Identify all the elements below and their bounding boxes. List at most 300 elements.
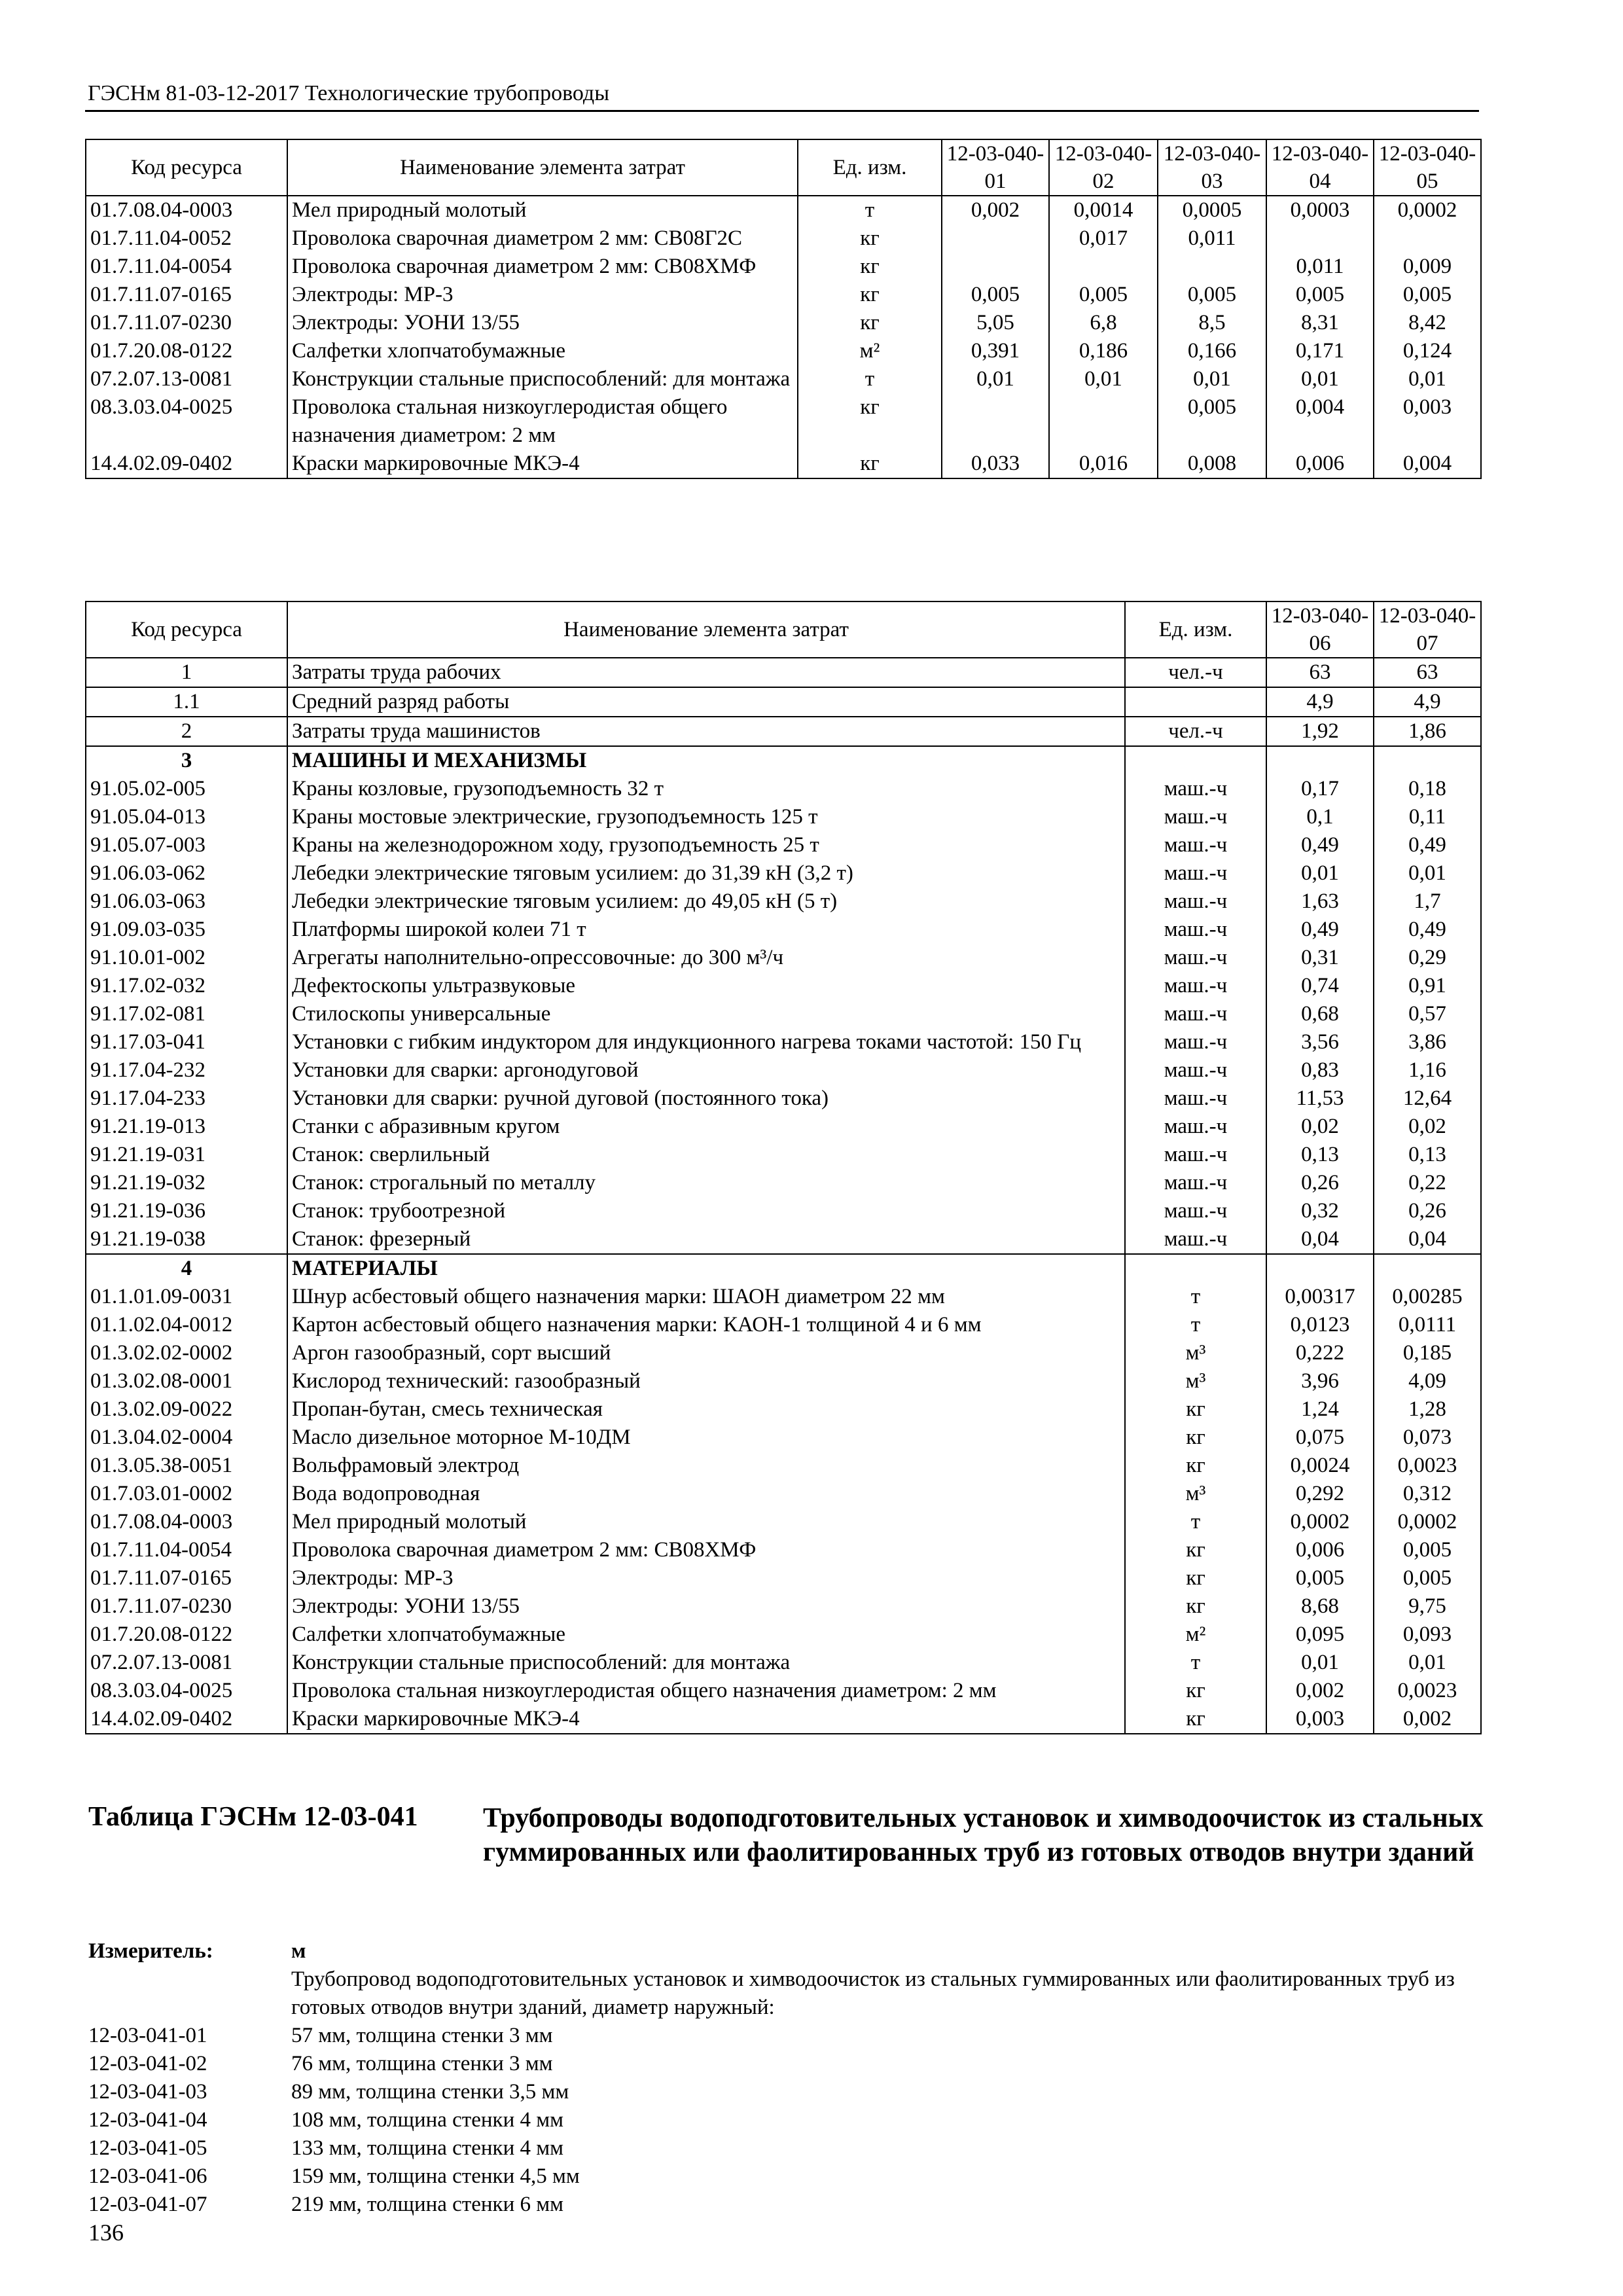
table-row: [86, 1536, 1481, 1564]
resource-unit: маш.-ч: [1125, 944, 1266, 972]
resource-table-040-06-07: [85, 601, 1482, 1734]
table-row: [86, 944, 1481, 972]
resource-unit: т: [798, 365, 942, 393]
resource-value: 0,003: [1374, 393, 1481, 450]
table-row: [86, 803, 1481, 831]
resource-code: 01.7.03.01-0002: [86, 1480, 287, 1508]
resource-code: 91.09.03-035: [86, 916, 287, 944]
resource-code: 91.21.19-036: [86, 1197, 287, 1225]
resource-code: 91.21.19-031: [86, 1141, 287, 1169]
table-row: [86, 1141, 1481, 1169]
resource-unit: т: [1125, 1311, 1266, 1339]
resource-value: 0,0111: [1374, 1311, 1481, 1339]
table-row: [86, 1564, 1481, 1592]
measure-unit: м: [291, 1939, 306, 1963]
resource-value: 0,005: [1158, 393, 1266, 450]
section-title: Трубопроводы водоподготовительных установок и химводоочисток из стальных гуммированных или фаолитированных труб из готовых отводов внутри зданий: [483, 1803, 1484, 1867]
measure-item-text: 89 мм, толщина стенки 3,5 мм: [291, 2080, 569, 2104]
resource-name: Лебедки электрические тяговым усилием: до 31,39 кН (3,2 т): [287, 859, 1125, 888]
resource-value: 0,91: [1374, 972, 1481, 1000]
resource-value: 0,011: [1158, 224, 1266, 253]
resource-code: 01.7.11.04-0052: [86, 224, 287, 253]
resource-value: 0,0023: [1374, 1677, 1481, 1705]
measure-item-text: 219 мм, толщина стенки 6 мм: [291, 2193, 563, 2216]
resource-value: 0,49: [1266, 916, 1374, 944]
resource-name: Средний разряд работы: [287, 687, 1125, 717]
resource-value: 0,0023: [1374, 1452, 1481, 1480]
resource-unit: маш.-ч: [1125, 1169, 1266, 1197]
resource-code: 01.3.02.09-0022: [86, 1395, 287, 1424]
resource-value: 0,166: [1158, 337, 1266, 365]
resource-value: 11,53: [1266, 1085, 1374, 1113]
resource-value: 0,49: [1374, 916, 1481, 944]
resource-code: 01.7.11.07-0230: [86, 1592, 287, 1621]
resource-value: 0,005: [1374, 1564, 1481, 1592]
resource-unit: [1125, 687, 1266, 717]
resource-unit: маш.-ч: [1125, 1197, 1266, 1225]
resource-value: 0,0002: [1374, 196, 1481, 224]
resource-value: [1374, 1254, 1481, 1283]
col-header-norm: 12-03-040-07: [1374, 601, 1481, 658]
resource-code: 91.05.02-005: [86, 775, 287, 803]
table-row: [86, 1424, 1481, 1452]
resource-name: Краски маркировочные МКЭ-4: [287, 450, 798, 478]
resource-value: 4,9: [1266, 687, 1374, 717]
resource-unit: т: [1125, 1649, 1266, 1677]
resource-value: 0,68: [1266, 1000, 1374, 1028]
col-header-norm: 12-03-040-03: [1158, 139, 1266, 196]
resource-unit: кг: [1125, 1452, 1266, 1480]
measure-item-code: 12-03-041-02: [88, 2052, 207, 2075]
resource-code: 01.7.11.04-0054: [86, 1536, 287, 1564]
resource-value: 0,04: [1374, 1225, 1481, 1254]
resource-value: 0,01: [1049, 365, 1158, 393]
table-row: [86, 1113, 1481, 1141]
table-row: [86, 1197, 1481, 1225]
resource-value: 0,016: [1049, 450, 1158, 478]
resource-code: 01.7.20.08-0122: [86, 1621, 287, 1649]
resource-value: [942, 393, 1049, 450]
resource-unit: кг: [1125, 1424, 1266, 1452]
resource-code: 01.1.02.04-0012: [86, 1311, 287, 1339]
resource-name: Платформы широкой колеи 71 т: [287, 916, 1125, 944]
resource-unit: маш.-ч: [1125, 1113, 1266, 1141]
resource-code: 01.7.11.04-0054: [86, 253, 287, 281]
table-row: [86, 1592, 1481, 1621]
resource-name: Электроды: МР-3: [287, 1564, 1125, 1592]
resource-name: Масло дизельное моторное М-10ДМ: [287, 1424, 1125, 1452]
resource-unit: маш.-ч: [1125, 1225, 1266, 1254]
col-header-norm: 12-03-040-04: [1266, 139, 1374, 196]
resource-value: 0,13: [1374, 1141, 1481, 1169]
page-number: 136: [88, 2219, 124, 2246]
resource-value: 0,49: [1266, 831, 1374, 859]
resource-unit: чел.-ч: [1125, 658, 1266, 687]
resource-code: 91.05.07-003: [86, 831, 287, 859]
resource-name: Салфетки хлопчатобумажные: [287, 1621, 1125, 1649]
resource-value: 8,42: [1374, 309, 1481, 337]
resource-value: 0,003: [1266, 1705, 1374, 1734]
resource-name: Станок: фрезерный: [287, 1225, 1125, 1254]
resource-name: Станок: сверлильный: [287, 1141, 1125, 1169]
resource-name: Салфетки хлопчатобумажные: [287, 337, 798, 365]
resource-value: [1374, 224, 1481, 253]
resource-value: 4,9: [1374, 687, 1481, 717]
resource-value: 0,31: [1266, 944, 1374, 972]
resource-code: 01.3.05.38-0051: [86, 1452, 287, 1480]
resource-code: 91.17.02-081: [86, 1000, 287, 1028]
resource-unit: маш.-ч: [1125, 831, 1266, 859]
resource-value: 8,31: [1266, 309, 1374, 337]
table-row: [86, 1508, 1481, 1536]
resource-value: 8,5: [1158, 309, 1266, 337]
resource-unit: маш.-ч: [1125, 1000, 1266, 1028]
resource-code: 01.7.11.07-0230: [86, 309, 287, 337]
resource-name: Стилоскопы универсальные: [287, 1000, 1125, 1028]
table-row: [86, 746, 1481, 775]
resource-value: 0,292: [1266, 1480, 1374, 1508]
resource-name: Станки с абразивным кругом: [287, 1113, 1125, 1141]
measure-item-text: 57 мм, толщина стенки 3 мм: [291, 2024, 553, 2047]
resource-value: 0,004: [1374, 450, 1481, 478]
resource-unit: кг: [798, 393, 942, 450]
resource-code: 01.7.08.04-0003: [86, 1508, 287, 1536]
measure-item-code: 12-03-041-06: [88, 2164, 207, 2188]
resource-value: [1049, 253, 1158, 281]
resource-value: [1158, 253, 1266, 281]
table-header-row: [86, 601, 1481, 658]
resource-value: 0,008: [1158, 450, 1266, 478]
resource-value: 0,0014: [1049, 196, 1158, 224]
resource-name: Кислород технический: газообразный: [287, 1367, 1125, 1395]
resource-unit: маш.-ч: [1125, 859, 1266, 888]
resource-value: 0,57: [1374, 1000, 1481, 1028]
resource-code: 2: [86, 717, 287, 746]
resource-code: 91.05.04-013: [86, 803, 287, 831]
resource-unit: кг: [1125, 1536, 1266, 1564]
resource-value: 0,11: [1374, 803, 1481, 831]
resource-name: Проволока сварочная диаметром 2 мм: СВ08ХМФ: [287, 1536, 1125, 1564]
resource-unit: т: [1125, 1508, 1266, 1536]
table-row: [86, 1395, 1481, 1424]
resource-value: 0,124: [1374, 337, 1481, 365]
measure-item-text: 76 мм, толщина стенки 3 мм: [291, 2052, 553, 2075]
resource-value: 63: [1374, 658, 1481, 687]
resource-code: 1.1: [86, 687, 287, 717]
resource-unit: м³: [1125, 1480, 1266, 1508]
resource-name: Затраты труда машинистов: [287, 717, 1125, 746]
col-header-norm: 12-03-040-05: [1374, 139, 1481, 196]
resource-code: 01.1.01.09-0031: [86, 1283, 287, 1311]
resource-name: МАТЕРИАЛЫ: [287, 1254, 1125, 1283]
resource-value: 6,8: [1049, 309, 1158, 337]
resource-value: 0,1: [1266, 803, 1374, 831]
resource-name: Лебедки электрические тяговым усилием: до 49,05 кН (5 т): [287, 888, 1125, 916]
resource-value: 0,171: [1266, 337, 1374, 365]
resource-unit: т: [798, 196, 942, 224]
table-row: [86, 1452, 1481, 1480]
resource-value: 0,0002: [1374, 1508, 1481, 1536]
table-row: [86, 658, 1481, 687]
table-row: [86, 1705, 1481, 1734]
resource-unit: кг: [798, 281, 942, 309]
resource-code: 01.3.04.02-0004: [86, 1424, 287, 1452]
resource-value: 0,01: [1374, 365, 1481, 393]
resource-value: 12,64: [1374, 1085, 1481, 1113]
resource-name: МАШИНЫ И МЕХАНИЗМЫ: [287, 746, 1125, 775]
col-header-code: Код ресурса: [86, 139, 287, 196]
table-row: [86, 972, 1481, 1000]
resource-code: 01.3.02.02-0002: [86, 1339, 287, 1367]
resource-code: 91.17.04-232: [86, 1056, 287, 1085]
resource-name: Дефектоскопы ультразвуковые: [287, 972, 1125, 1000]
resource-code: 91.06.03-063: [86, 888, 287, 916]
resource-unit: кг: [1125, 1564, 1266, 1592]
resource-name: Картон асбестовый общего назначения марки: КАОН-1 толщиной 4 и 6 мм: [287, 1311, 1125, 1339]
table-row: [86, 281, 1481, 309]
resource-value: 0,185: [1374, 1339, 1481, 1367]
resource-code: 01.7.08.04-0003: [86, 196, 287, 224]
resource-code: 91.21.19-013: [86, 1113, 287, 1141]
resource-value: 5,05: [942, 309, 1049, 337]
resource-code: 14.4.02.09-0402: [86, 450, 287, 478]
resource-code: 01.3.02.08-0001: [86, 1367, 287, 1395]
resource-value: 1,28: [1374, 1395, 1481, 1424]
resource-value: 0,093: [1374, 1621, 1481, 1649]
table-row: [86, 1677, 1481, 1705]
resource-code: 07.2.07.13-0081: [86, 365, 287, 393]
table-row: [86, 888, 1481, 916]
resource-value: [942, 253, 1049, 281]
resource-value: 0,005: [1266, 281, 1374, 309]
resource-value: 0,18: [1374, 775, 1481, 803]
resource-value: 0,02: [1374, 1113, 1481, 1141]
resource-unit: м³: [1125, 1367, 1266, 1395]
resource-value: 0,006: [1266, 450, 1374, 478]
measure-item-code: 12-03-041-03: [88, 2080, 207, 2104]
resource-unit: кг: [798, 253, 942, 281]
resource-name: Затраты труда рабочих: [287, 658, 1125, 687]
resource-code: 3: [86, 746, 287, 775]
resource-value: 0,49: [1374, 831, 1481, 859]
col-header-norm: 12-03-040-02: [1049, 139, 1158, 196]
resource-unit: м³: [1125, 1339, 1266, 1367]
resource-name: Краски маркировочные МКЭ-4: [287, 1705, 1125, 1734]
resource-code: 01.7.11.07-0165: [86, 1564, 287, 1592]
resource-value: 0,186: [1049, 337, 1158, 365]
resource-value: 0,22: [1374, 1169, 1481, 1197]
resource-value: [942, 224, 1049, 253]
resource-code: 91.10.01-002: [86, 944, 287, 972]
resource-name: Мел природный молотый: [287, 196, 798, 224]
resource-value: 0,005: [1049, 281, 1158, 309]
resource-value: 4,09: [1374, 1367, 1481, 1395]
resource-value: 0,02: [1266, 1113, 1374, 1141]
col-header-unit: Ед. изм.: [798, 139, 942, 196]
col-header-name: Наименование элемента затрат: [287, 601, 1125, 658]
resource-name: Электроды: УОНИ 13/55: [287, 1592, 1125, 1621]
resource-value: 0,312: [1374, 1480, 1481, 1508]
resource-code: 91.21.19-038: [86, 1225, 287, 1254]
resource-value: 0,01: [1158, 365, 1266, 393]
resource-value: 0,26: [1266, 1169, 1374, 1197]
resource-unit: маш.-ч: [1125, 888, 1266, 916]
running-header: [85, 71, 1479, 112]
table-row: [86, 309, 1481, 337]
resource-name: Краны козловые, грузоподъемность 32 т: [287, 775, 1125, 803]
resource-value: 0,017: [1049, 224, 1158, 253]
resource-value: 1,24: [1266, 1395, 1374, 1424]
resource-unit: кг: [1125, 1592, 1266, 1621]
measure-description: Трубопровод водоподготовительных установок и химводоочисток из стальных гуммированных или фаолитированных труб из готовых отводов внутри зданий, диаметр наружный:: [291, 1967, 1455, 2019]
resource-value: 0,011: [1266, 253, 1374, 281]
resource-unit: маш.-ч: [1125, 916, 1266, 944]
resource-unit: маш.-ч: [1125, 972, 1266, 1000]
resource-value: 0,29: [1374, 944, 1481, 972]
resource-unit: т: [1125, 1283, 1266, 1311]
resource-unit: маш.-ч: [1125, 803, 1266, 831]
resource-value: 0,391: [942, 337, 1049, 365]
resource-unit: кг: [1125, 1705, 1266, 1734]
resource-code: 08.3.03.04-0025: [86, 1677, 287, 1705]
resource-value: 1,63: [1266, 888, 1374, 916]
table-row: [86, 1000, 1481, 1028]
resource-code: 4: [86, 1254, 287, 1283]
resource-code: 14.4.02.09-0402: [86, 1705, 287, 1734]
col-header-name: Наименование элемента затрат: [287, 139, 798, 196]
resource-code: 91.21.19-032: [86, 1169, 287, 1197]
resource-value: 0,004: [1266, 393, 1374, 450]
resource-code: 91.06.03-062: [86, 859, 287, 888]
resource-unit: кг: [798, 224, 942, 253]
resource-value: 0,26: [1374, 1197, 1481, 1225]
resource-value: [1374, 746, 1481, 775]
table-row: [86, 1480, 1481, 1508]
resource-value: 0,01: [1266, 1649, 1374, 1677]
table-row: [86, 775, 1481, 803]
resource-name: Установки для сварки: ручной дуговой (постоянного тока): [287, 1085, 1125, 1113]
table-header-row: [86, 139, 1481, 196]
resource-value: 1,86: [1374, 717, 1481, 746]
resource-name: Станок: строгальный по металлу: [287, 1169, 1125, 1197]
resource-value: 0,0002: [1266, 1508, 1374, 1536]
resource-unit: [1125, 1254, 1266, 1283]
table-row: [86, 450, 1481, 478]
resource-unit: кг: [798, 450, 942, 478]
resource-value: 0,0024: [1266, 1452, 1374, 1480]
table-row: [86, 1028, 1481, 1056]
col-header-unit: Ед. изм.: [1125, 601, 1266, 658]
resource-name: Вода водопроводная: [287, 1480, 1125, 1508]
resource-value: 0,01: [1374, 859, 1481, 888]
resource-unit: чел.-ч: [1125, 717, 1266, 746]
col-header-norm: 12-03-040-01: [942, 139, 1049, 196]
resource-value: 0,002: [1374, 1705, 1481, 1734]
resource-value: 0,005: [942, 281, 1049, 309]
header-title: ГЭСНм 81-03-12-2017 Технологические трубопроводы: [88, 81, 610, 105]
table-row: [86, 1169, 1481, 1197]
resource-value: 8,68: [1266, 1592, 1374, 1621]
table-row: [86, 224, 1481, 253]
resource-value: 0,04: [1266, 1225, 1374, 1254]
resource-unit: м²: [1125, 1621, 1266, 1649]
resource-name: Установки с гибким индуктором для индукционного нагрева токами частотой: 150 Гц: [287, 1028, 1125, 1056]
table-row: [86, 196, 1481, 224]
resource-value: 0,13: [1266, 1141, 1374, 1169]
resource-value: 0,073: [1374, 1424, 1481, 1452]
resource-name: Станок: трубоотрезной: [287, 1197, 1125, 1225]
measure-item-text: 159 мм, толщина стенки 4,5 мм: [291, 2164, 580, 2188]
table-row: [86, 1649, 1481, 1677]
resource-code: 01.7.11.07-0165: [86, 281, 287, 309]
section-label: Таблица ГЭСНм 12-03-041: [88, 1802, 418, 1832]
table-row: [86, 687, 1481, 717]
resource-value: 0,005: [1158, 281, 1266, 309]
resource-name: Вольфрамовый электрод: [287, 1452, 1125, 1480]
resource-name: Проволока стальная низкоуглеродистая общего назначения диаметром: 2 мм: [287, 393, 798, 450]
resource-name: Шнур асбестовый общего назначения марки: ШАОН диаметром 22 мм: [287, 1283, 1125, 1311]
resource-value: 0,01: [942, 365, 1049, 393]
resource-name: Мел природный молотый: [287, 1508, 1125, 1536]
resource-value: 1,92: [1266, 717, 1374, 746]
resource-value: 1,16: [1374, 1056, 1481, 1085]
resource-name: Электроды: МР-3: [287, 281, 798, 309]
measure-item-code: 12-03-041-04: [88, 2108, 207, 2132]
measure-label: Измеритель:: [88, 1939, 213, 1963]
resource-name: Электроды: УОНИ 13/55: [287, 309, 798, 337]
col-header-code: Код ресурса: [86, 601, 287, 658]
measure-item-code: 12-03-041-01: [88, 2024, 207, 2047]
table-row: [86, 717, 1481, 746]
resource-unit: кг: [1125, 1395, 1266, 1424]
table-row: [86, 337, 1481, 365]
resource-unit: [1125, 746, 1266, 775]
resource-code: 91.17.04-233: [86, 1085, 287, 1113]
measure-item-text: 108 мм, толщина стенки 4 мм: [291, 2108, 563, 2132]
table-row: [86, 1254, 1481, 1283]
resource-name: Конструкции стальные приспособлений: для монтажа: [287, 1649, 1125, 1677]
resource-value: 0,006: [1266, 1536, 1374, 1564]
resource-value: 0,32: [1266, 1197, 1374, 1225]
table-row: [86, 859, 1481, 888]
resource-unit: кг: [1125, 1677, 1266, 1705]
resource-value: 0,01: [1266, 365, 1374, 393]
resource-value: 0,01: [1266, 859, 1374, 888]
table-row: [86, 253, 1481, 281]
resource-unit: маш.-ч: [1125, 1085, 1266, 1113]
resource-code: 07.2.07.13-0081: [86, 1649, 287, 1677]
measure-item-code: 12-03-041-05: [88, 2136, 207, 2160]
resource-value: 9,75: [1374, 1592, 1481, 1621]
resource-name: Пропан-бутан, смесь техническая: [287, 1395, 1125, 1424]
resource-name: Краны на железнодорожном ходу, грузоподъемность 25 т: [287, 831, 1125, 859]
resource-unit: маш.-ч: [1125, 1056, 1266, 1085]
resource-value: 3,96: [1266, 1367, 1374, 1395]
resource-value: 3,86: [1374, 1028, 1481, 1056]
resource-code: 91.17.02-032: [86, 972, 287, 1000]
resource-value: 1,7: [1374, 888, 1481, 916]
resource-value: 3,56: [1266, 1028, 1374, 1056]
resource-value: 0,83: [1266, 1056, 1374, 1085]
resource-unit: м²: [798, 337, 942, 365]
measure-item-code: 12-03-041-07: [88, 2193, 207, 2216]
resource-value: 0,002: [1266, 1677, 1374, 1705]
table-row: [86, 1621, 1481, 1649]
resource-value: 0,0003: [1266, 196, 1374, 224]
resource-table-040-01-05: [85, 139, 1482, 479]
resource-name: Установки для сварки: аргонодуговой: [287, 1056, 1125, 1085]
resource-value: 0,002: [942, 196, 1049, 224]
